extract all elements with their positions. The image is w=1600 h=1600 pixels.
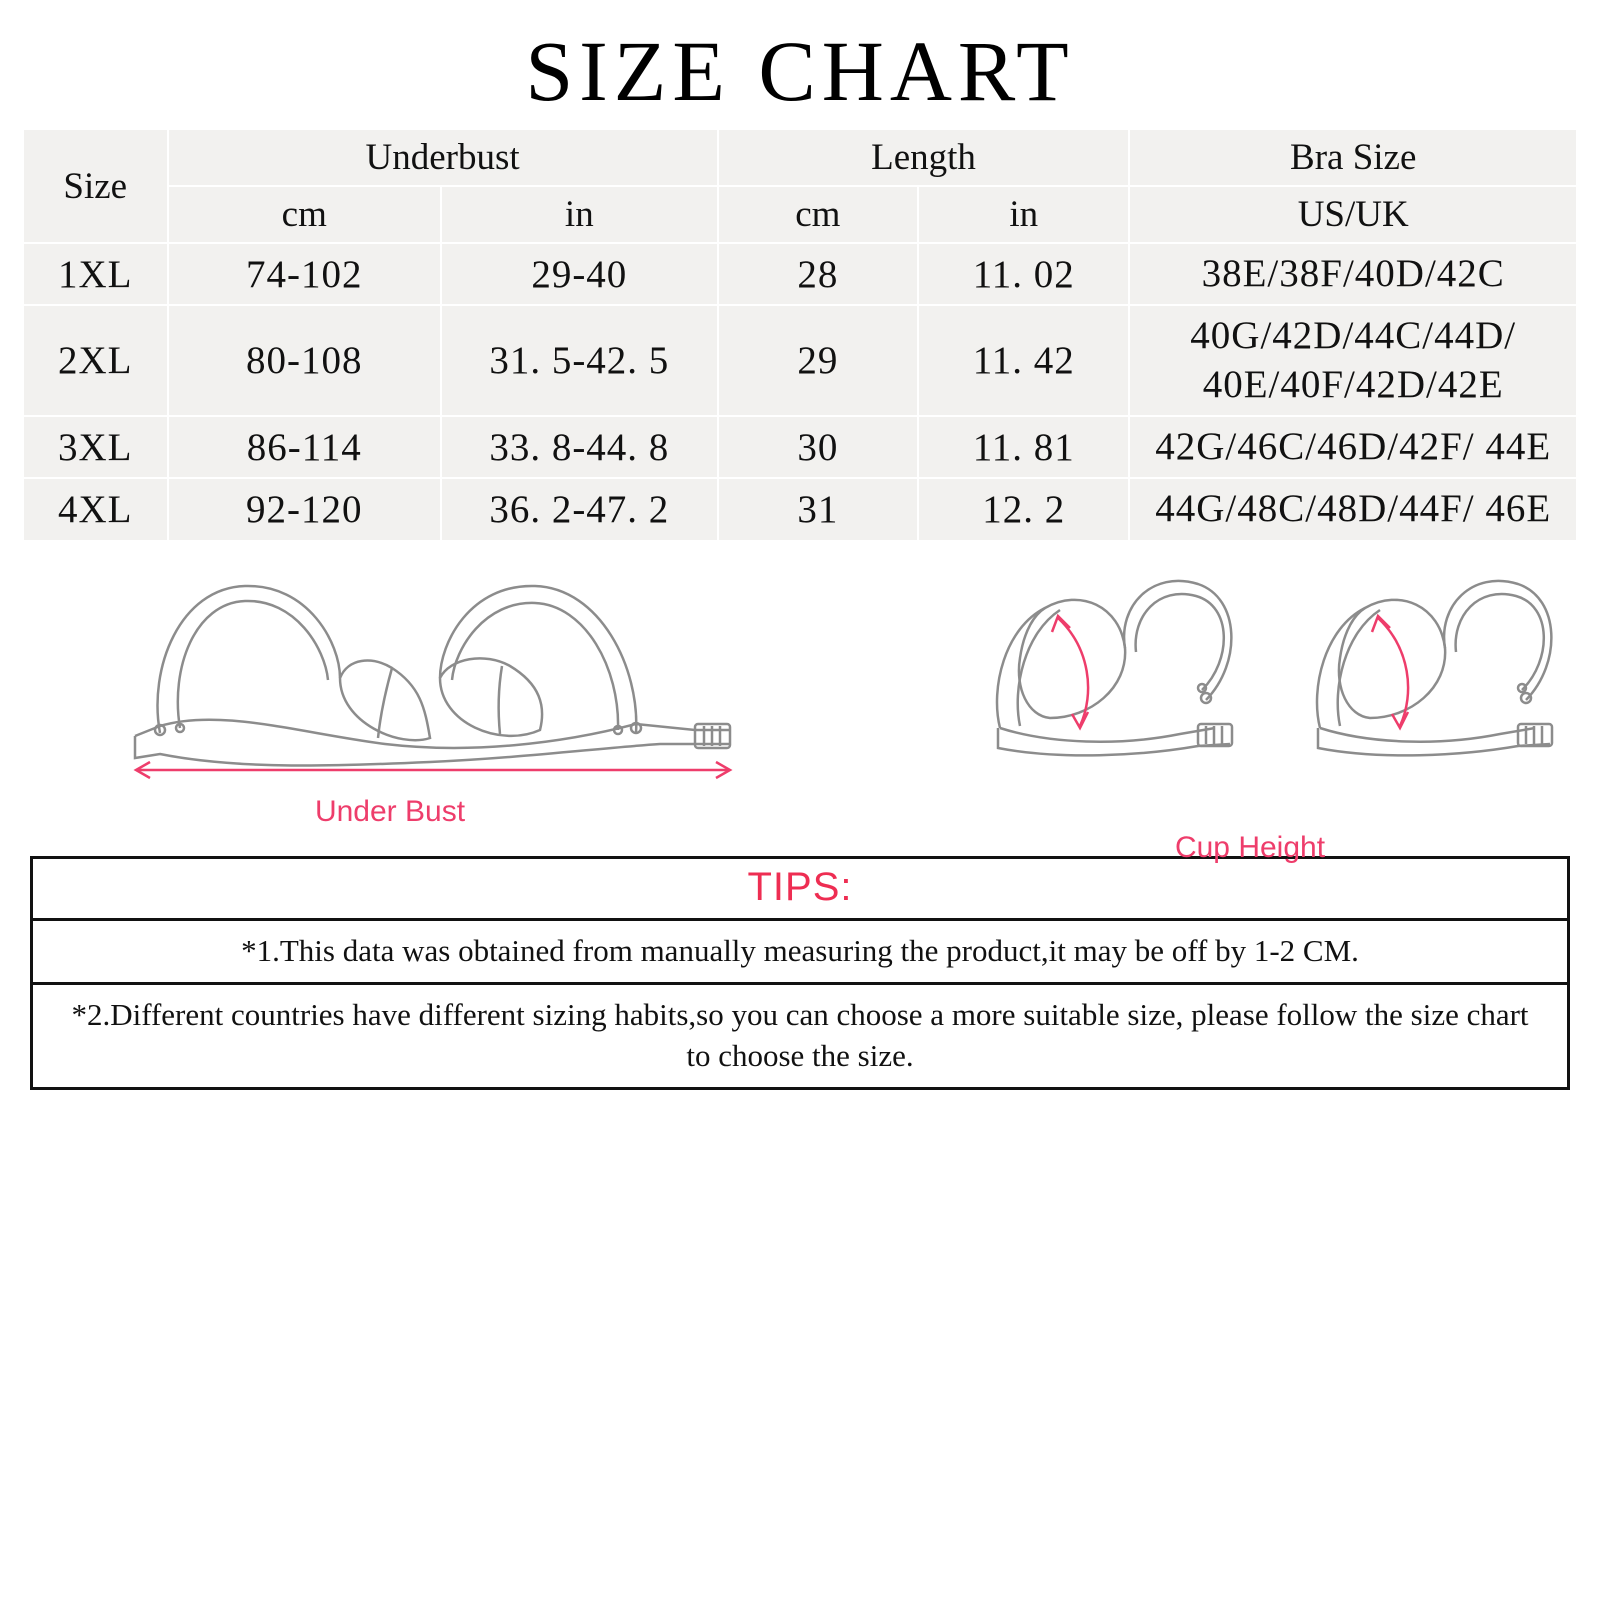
cell-underbust-in: 29-40 bbox=[441, 243, 718, 305]
table-row bbox=[23, 478, 1577, 540]
tips-line-2: *2.Different countries have different sizing habits,so you can choose a more suitable size, please follow the size chart to choose the size. bbox=[71, 996, 1529, 1073]
cell-bra-size: 40G/42D/44C/44D/ 40E/40F/42D/42E bbox=[1129, 305, 1577, 416]
cell-underbust-cm: 86-114 bbox=[168, 416, 442, 478]
table-row bbox=[23, 243, 1577, 305]
tips-box bbox=[30, 856, 1570, 1090]
cell-bra-size: 38E/38F/40D/42C bbox=[1129, 243, 1577, 305]
header-length-cm: cm bbox=[718, 186, 918, 243]
cell-length-in: 11. 42 bbox=[918, 305, 1129, 416]
cell-underbust-cm: 80-108 bbox=[168, 305, 442, 416]
cell-size: 3XL bbox=[23, 416, 168, 478]
header-bra-region: US/UK bbox=[1129, 186, 1577, 243]
cell-length-cm: 30 bbox=[718, 416, 918, 478]
table-row bbox=[23, 305, 1577, 416]
bra-front-diagram-icon bbox=[40, 548, 740, 788]
cell-underbust-cm: 92-120 bbox=[168, 478, 442, 540]
table-row bbox=[23, 416, 1577, 478]
cup-height-illustrations bbox=[940, 548, 1560, 788]
cell-underbust-cm: 74-102 bbox=[168, 243, 442, 305]
header-underbust: Underbust bbox=[168, 129, 718, 186]
cell-size: 4XL bbox=[23, 478, 168, 540]
cell-length-cm: 31 bbox=[718, 478, 918, 540]
cell-length-cm: 29 bbox=[718, 305, 918, 416]
cell-length-in: 11. 81 bbox=[918, 416, 1129, 478]
cell-length-cm: 28 bbox=[718, 243, 918, 305]
illustrations-section bbox=[0, 548, 1600, 864]
header-length: Length bbox=[718, 129, 1130, 186]
header-underbust-cm: cm bbox=[168, 186, 442, 243]
bra-side-diagram-a-icon bbox=[940, 548, 1240, 788]
size-table bbox=[22, 128, 1578, 542]
header-length-in: in bbox=[918, 186, 1129, 243]
header-size: Size bbox=[23, 129, 168, 243]
bra-side-diagram-b-icon bbox=[1260, 548, 1560, 788]
header-underbust-in: in bbox=[441, 186, 718, 243]
cell-underbust-in: 33. 8-44. 8 bbox=[441, 416, 718, 478]
under-bust-caption: Under Bust bbox=[314, 794, 466, 828]
tips-line-1: *1.This data was obtained from manually measuring the product,it may be off by 1-2 CM. bbox=[33, 921, 1567, 985]
table-header-row-top bbox=[23, 129, 1577, 186]
page-title: SIZE CHART bbox=[525, 23, 1075, 119]
under-bust-illustration bbox=[40, 548, 740, 829]
cell-size: 1XL bbox=[23, 243, 168, 305]
cell-length-in: 11. 02 bbox=[918, 243, 1129, 305]
cell-bra-size: 42G/46C/46D/42F/ 44E bbox=[1129, 416, 1577, 478]
size-table-container bbox=[0, 128, 1600, 542]
cup-height-caption: Cup Height bbox=[1174, 830, 1326, 864]
cell-underbust-in: 36. 2-47. 2 bbox=[441, 478, 718, 540]
table-header-row-units bbox=[23, 186, 1577, 243]
tips-heading: TIPS: bbox=[33, 859, 1567, 921]
cell-underbust-in: 31. 5-42. 5 bbox=[441, 305, 718, 416]
cell-bra-size: 44G/48C/48D/44F/ 46E bbox=[1129, 478, 1577, 540]
cell-length-in: 12. 2 bbox=[918, 478, 1129, 540]
cell-size: 2XL bbox=[23, 305, 168, 416]
header-bra-size: Bra Size bbox=[1129, 129, 1577, 186]
